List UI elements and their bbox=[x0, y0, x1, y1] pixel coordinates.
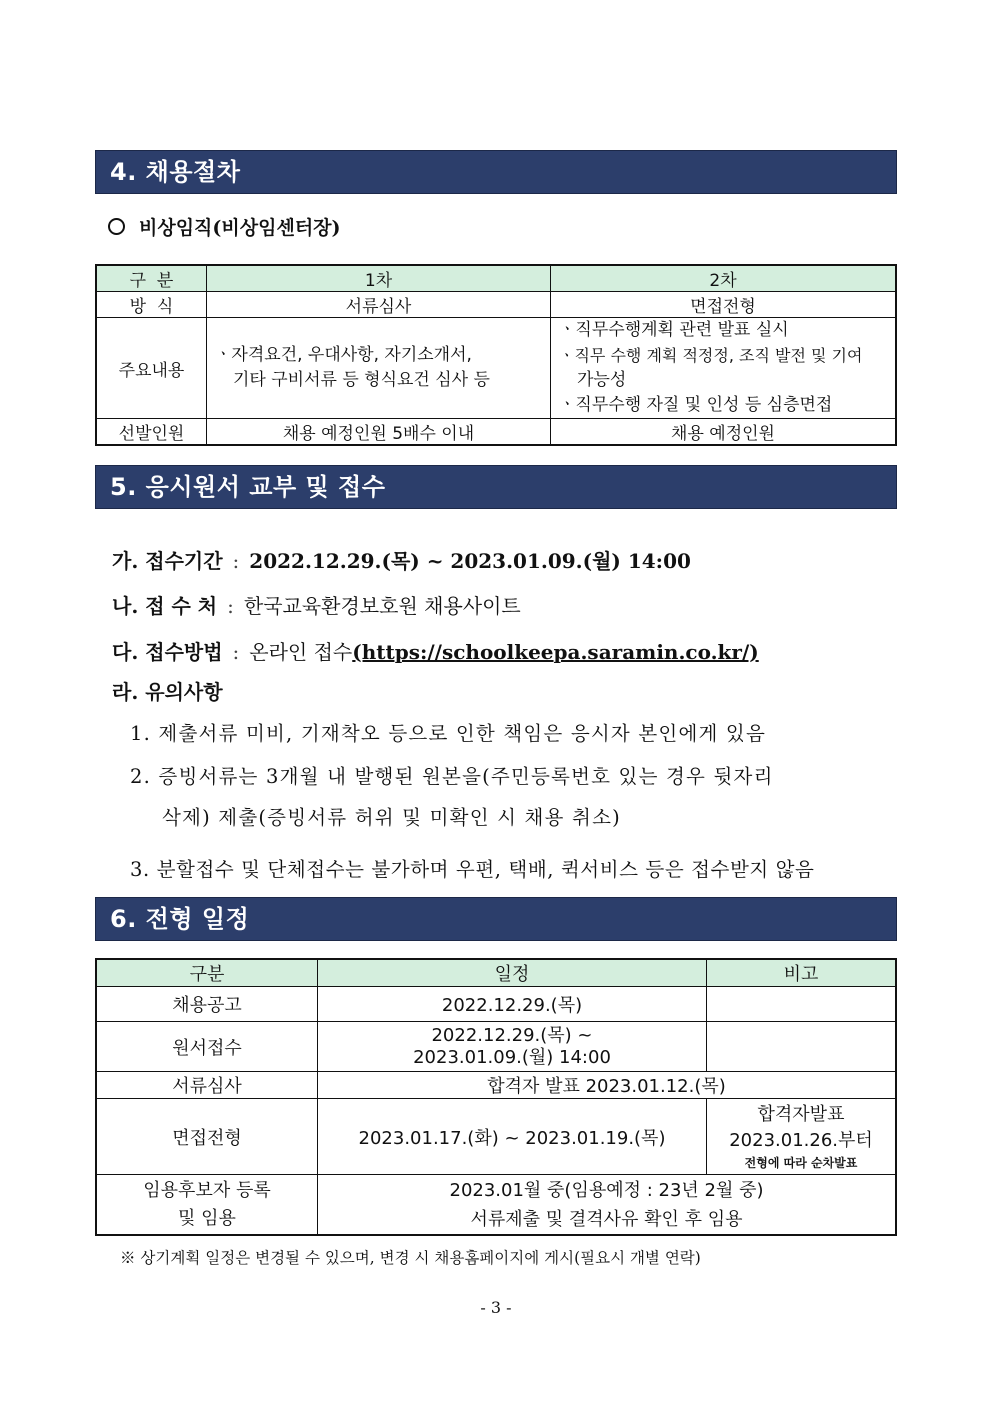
cell-method-1: 서류심사 bbox=[207, 292, 551, 318]
header-category: 구분 bbox=[97, 960, 318, 987]
table-row bbox=[97, 1022, 896, 1072]
note-item-2: 2. 증빙서류는 3개월 내 발행된 원본을(주민등록번호 있는 경우 뒷자리 bbox=[130, 765, 774, 788]
separator: : bbox=[227, 594, 234, 618]
header-category: 구 분 bbox=[97, 266, 207, 292]
sched-appointment-line: 2023.01월 중(임용예정 : 23년 2월 중) bbox=[449, 1179, 764, 1201]
table-header-row bbox=[97, 960, 896, 987]
circle-bullet-icon bbox=[108, 218, 125, 235]
cell-headcount-2: 채용 예정인원 bbox=[551, 419, 896, 445]
content-2-line: ㆍ직무수행계획 관련 발표 실시 bbox=[559, 320, 789, 340]
section-5-header: 5. 응시원서 교부 및 접수 bbox=[95, 465, 897, 509]
schedule-table bbox=[96, 959, 896, 1235]
application-site-link[interactable]: (https://schoolkeepa.saramin.co.kr/) bbox=[352, 640, 759, 664]
note-item-3: 3. 분할접수 및 단체접수는 불가하며 우편, 택배, 퀵서비스 등은 접수받지 않음 bbox=[130, 858, 815, 881]
content-2-line: ㆍ직무 수행 계획 적정정, 조직 발전 및 기여 bbox=[559, 346, 863, 365]
subheading bbox=[108, 213, 341, 240]
appointment-label-line: 및 임용 bbox=[178, 1207, 236, 1229]
cell-content-2 bbox=[551, 318, 896, 419]
note-announce bbox=[707, 987, 896, 1022]
row-label-method: 방 식 bbox=[97, 292, 207, 318]
sched-application bbox=[318, 1022, 707, 1072]
separator: : bbox=[232, 549, 240, 573]
table-header-row bbox=[97, 266, 896, 292]
label-period: 가. 접수기간 bbox=[112, 549, 223, 573]
content-2-line: 가능성 bbox=[577, 370, 627, 390]
table-row bbox=[97, 1175, 896, 1235]
subheading-text: 비상임직(비상임센터장) bbox=[139, 217, 341, 239]
header-round-2: 2차 bbox=[551, 266, 896, 292]
section-4-header: 4. 채용절차 bbox=[95, 150, 897, 194]
sched-document: 합격자 발표 2023.01.12.(목) bbox=[318, 1072, 896, 1099]
row-label-interview: 면접전형 bbox=[97, 1099, 318, 1175]
table-row bbox=[97, 1072, 896, 1099]
header-schedule: 일정 bbox=[318, 960, 707, 987]
label-place: 나. 접 수 처 bbox=[112, 594, 218, 618]
note-interview-line: 합격자발표 bbox=[757, 1103, 845, 1125]
content-1-line: ㆍ자격요건, 우대사항, 자기소개서, bbox=[215, 345, 472, 365]
note-application bbox=[707, 1022, 896, 1072]
table-row bbox=[97, 987, 896, 1022]
schedule-footnote: ※ 상기계획 일정은 변경될 수 있으며, 변경 시 채용홈페이지에 게시(필요시 개별 연락) bbox=[120, 1249, 701, 1267]
value-period: 2022.12.29.(목) ~ 2023.01.09.(월) 14:00 bbox=[249, 549, 691, 573]
row-label-appointment bbox=[97, 1175, 318, 1235]
cell-content-1 bbox=[207, 318, 551, 419]
sched-application-line: 2023.01.09.(월) 14:00 bbox=[413, 1046, 611, 1068]
value-method: 온라인 접수 bbox=[249, 640, 353, 664]
header-round-1: 1차 bbox=[207, 266, 551, 292]
note-interview bbox=[707, 1099, 896, 1175]
application-period bbox=[112, 545, 691, 574]
appointment-label-line: 임용후보자 등록 bbox=[143, 1179, 271, 1201]
row-label-announce: 채용공고 bbox=[97, 987, 318, 1022]
value-place: 한국교육환경보호원 채용사이트 bbox=[243, 594, 521, 618]
sched-interview: 2023.01.17.(화) ~ 2023.01.19.(목) bbox=[318, 1099, 707, 1175]
row-label-content: 주요내용 bbox=[97, 318, 207, 419]
content-1-line: 기타 구비서류 등 형식요건 심사 등 bbox=[233, 370, 490, 390]
note-item-2-cont: 삭제) 제출(증빙서류 허위 및 미확인 시 채용 취소) bbox=[162, 806, 621, 829]
cell-headcount-1: 채용 예정인원 5배수 이내 bbox=[207, 419, 551, 445]
application-place bbox=[112, 590, 521, 619]
table-row bbox=[97, 1099, 896, 1175]
sched-appointment-line: 서류제출 및 결격사유 확인 후 임용 bbox=[470, 1208, 743, 1230]
note-interview-small: 전형에 따라 순차발표 bbox=[744, 1155, 858, 1170]
section-6-header: 6. 전형 일정 bbox=[95, 897, 897, 941]
label-method: 다. 접수방법 bbox=[112, 640, 223, 664]
cell-method-2: 면접전형 bbox=[551, 292, 896, 318]
separator: : bbox=[232, 640, 240, 664]
page-number: - 3 - bbox=[480, 1298, 512, 1317]
row-label-document: 서류심사 bbox=[97, 1072, 318, 1099]
row-label-application: 원서접수 bbox=[97, 1022, 318, 1072]
content-2-line: ㆍ직무수행 자질 및 인성 등 심층면접 bbox=[559, 395, 833, 415]
notes-heading bbox=[112, 676, 223, 705]
application-method bbox=[112, 636, 759, 665]
header-note: 비고 bbox=[707, 960, 896, 987]
note-item-1: 1. 제출서류 미비, 기재착오 등으로 인한 책임은 응시자 본인에게 있음 bbox=[130, 722, 766, 745]
sched-appointment bbox=[318, 1175, 896, 1235]
sched-application-line: 2022.12.29.(목) ~ bbox=[431, 1024, 593, 1046]
table-row bbox=[97, 318, 896, 419]
note-interview-line: 2023.01.26.부터 bbox=[729, 1129, 873, 1151]
selection-process-table bbox=[96, 265, 896, 445]
label-notes: 라. 유의사항 bbox=[112, 680, 223, 704]
row-label-headcount: 선발인원 bbox=[97, 419, 207, 445]
table-row bbox=[97, 419, 896, 445]
table-row bbox=[97, 292, 896, 318]
sched-announce: 2022.12.29.(목) bbox=[318, 987, 707, 1022]
